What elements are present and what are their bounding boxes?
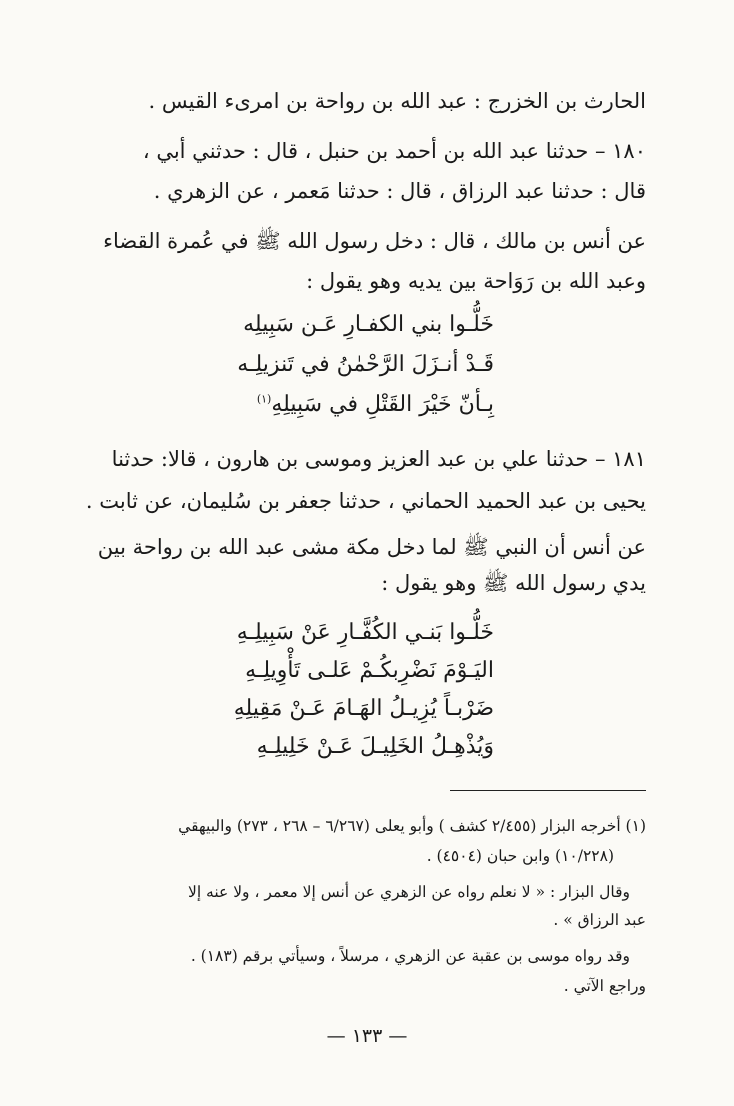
page-number: — ١٣٣ — — [326, 1025, 408, 1047]
poem-verse: وَيُذْهِـلُ الخَلِيـلَ عَـنْ خَلِيلِـهِ — [256, 734, 494, 759]
footnote-line: وقال البزار : « لا نعلم رواه عن الزهري عن أنس إلا معمر ، ولا عنه إلا — [187, 883, 630, 901]
poem-verse: اليَـوْمَ نَضْرِبكُـمْ عَلـى تَأْوِيلِـهِ — [245, 658, 494, 683]
footnote-line: (١) أخرجه البزار (٢/٤٥٥ كشف ) وأبو يعلى (٦/٢٦٧ – ٢٦٨ ، ٢٧٣) والبيهقي — [178, 817, 646, 835]
poem-verse: ضَرْبـاً يُزِيـلُ الهَـامَ عَـنْ مَقِيلِهِ — [233, 696, 494, 721]
poem-verse: خَلُّـوا بَنـي الكُفَّـارِ عَنْ سَبِيلِـهِ — [236, 620, 494, 645]
text-line: وعبد الله بن رَوَاحة بين يديه وهو يقول : — [306, 269, 646, 293]
poem-verse: قَـدْ أنـزَلَ الرَّحْمٰنُ في تَنزيلِـه — [237, 352, 494, 377]
footnote-line: وراجع الآتي . — [563, 977, 646, 995]
poem-verse — [257, 390, 494, 420]
text-line: الحارث بن الخزرج : عبد الله بن رواحة بن امرىء القيس . — [148, 89, 646, 113]
text-line: عن أنس بن مالك ، قال : دخل رسول الله ﷺ في عُمرة القضاء — [103, 229, 646, 253]
text-line: قال : حدثنا عبد الرزاق ، قال : حدثنا مَعمر ، عن الزهري . — [153, 179, 646, 203]
footnote-marker: (١) — [256, 392, 272, 406]
text-line: يدي رسول الله ﷺ وهو يقول : — [381, 571, 646, 595]
verse-text: بِـأنّ خَيْرَ القَتْلِ في سَبِيلِهِ — [271, 392, 494, 417]
hadith-180-heading: ١٨٠ – حدثنا عبد الله بن أحمد بن حنبل ، قال : حدثني أبي ، — [142, 139, 646, 163]
text-line: يحيى بن عبد الحميد الحماني ، حدثنا جعفر بن سُليمان، عن ثابت . — [85, 489, 646, 513]
poem-verse: خَلُّـوا بني الكفـارِ عَـن سَبِيلِه — [243, 312, 494, 337]
footnote-line: عبد الرزاق » . — [553, 911, 646, 929]
footnote-line: وقد رواه موسى بن عقبة عن الزهري ، مرسلاً ، وسيأتي برقم (١٨٣) . — [190, 947, 630, 965]
footnote-divider — [450, 790, 646, 791]
hadith-181-heading: ١٨١ – حدثنا علي بن عبد العزيز وموسى بن هارون ، قالا: حدثنا — [111, 447, 646, 471]
footnote-line: (١٠/٢٢٨) وابن حبان (٤٥٠٤) . — [426, 847, 614, 865]
text-line: عن أنس أن النبي ﷺ لما دخل مكة مشى عبد الله بن رواحة بين — [97, 535, 646, 559]
